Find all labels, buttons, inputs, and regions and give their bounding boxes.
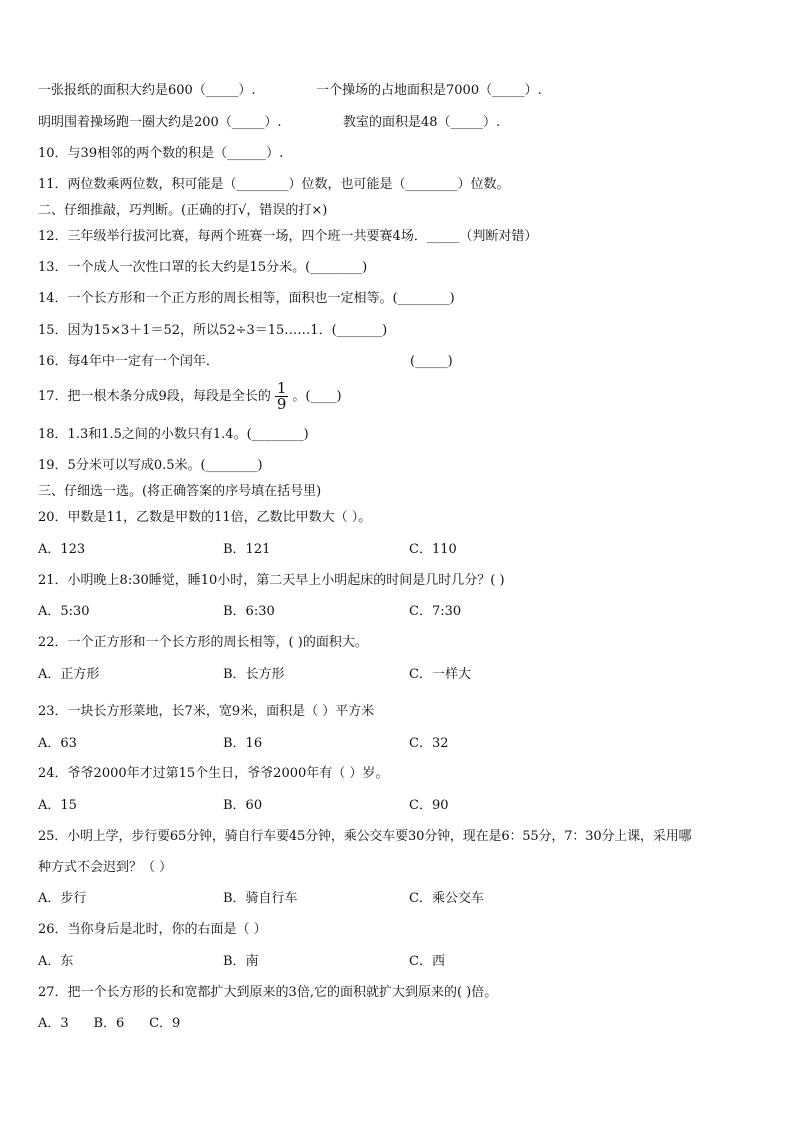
- q24-option-b: B．60: [223, 798, 263, 813]
- fill-row-2a: 明明围着操场跑一圈大约是200（_____）.: [38, 115, 282, 130]
- q23-option-b: B．16: [223, 736, 263, 751]
- q26-option-a: A．东: [38, 954, 74, 969]
- q21-option-b: B．6:30: [223, 604, 275, 619]
- question-17-blank: 。(____): [292, 389, 342, 404]
- question-20: 20．甲数是11，乙数是甲数的11倍，乙数比甲数大（ ）。: [38, 510, 372, 525]
- q21-option-a: A．5:30: [38, 604, 90, 619]
- fraction-one-ninth: [275, 381, 289, 412]
- q23-option-a: A．63: [38, 736, 77, 751]
- q22-option-b: B．长方形: [223, 667, 285, 682]
- question-26: 26．当你身后是北时，你的右面是（ ）: [38, 922, 267, 937]
- question-17: [38, 378, 342, 416]
- fraction-numerator: 1: [276, 379, 287, 397]
- q20-option-b: B．121: [223, 542, 271, 557]
- question-21: 21．小明晚上8:30睡觉，睡10小时，第二天早上小明起床的时间是几时几分？( ): [38, 573, 505, 588]
- question-17-text: 17．把一根木条分成9段，每段是全长的: [38, 389, 271, 404]
- q23-option-c: C．32: [409, 736, 449, 751]
- fill-row-1a: 一张报纸的面积大约是600（_____）.: [38, 83, 256, 98]
- question-12: 12．三年级举行拔河比赛，每两个班赛一场，四个班一共要赛4场．_____（判断对错）: [38, 229, 538, 244]
- question-19: 19．5分米可以写成0.5米。(________): [38, 458, 263, 473]
- fill-row-1b: 一个操场的占地面积是7000（_____）.: [316, 83, 542, 98]
- fraction-denominator: 9: [276, 395, 287, 413]
- q25-option-a: A．步行: [38, 891, 87, 906]
- q21-option-c: C．7:30: [409, 604, 462, 619]
- question-16: 16．每4年中一定有一个闰年．: [38, 354, 219, 369]
- question-25-line-2: 种方式不会迟到？（ ）: [38, 860, 173, 875]
- question-23: 23．一块长方形菜地，长7米，宽9米，面积是（ ）平方米: [38, 704, 375, 719]
- q25-option-c: C．乘公交车: [409, 891, 484, 906]
- section-3-heading: 三、仔细选一选。(将正确答案的序号填在括号里): [38, 484, 322, 499]
- fill-row-2b: 教室的面积是48（_____）.: [343, 115, 501, 130]
- q24-option-c: C．90: [409, 798, 449, 813]
- q24-option-a: A．15: [38, 798, 77, 813]
- question-10: 10．与39相邻的两个数的积是（______）.: [38, 146, 284, 161]
- q22-option-c: C．一样大: [409, 667, 471, 682]
- q20-option-a: A．123: [38, 542, 86, 557]
- q27-options: A．3 B．6 C．9: [38, 1016, 181, 1031]
- question-18: 18．1.3和1.5之间的小数只有1.4。(________): [38, 427, 309, 442]
- question-16-answer-blank: (_____): [410, 354, 453, 369]
- question-24: 24．爷爷2000年才过第15个生日，爷爷2000年有（ ）岁。: [38, 766, 389, 781]
- question-25-line-1: 25．小明上学，步行要65分钟，骑自行车要45分钟，乘公交车要30分钟，现在是6：55分，7：30分上课，采用哪: [38, 829, 692, 844]
- question-22: 22．一个正方形和一个长方形的周长相等，( )的面积大。: [38, 635, 368, 650]
- section-2-heading: 二、仔细推敲，巧判断。(正确的打√，错误的打×): [38, 203, 328, 218]
- q20-option-c: C．110: [409, 542, 457, 557]
- question-13: 13．一个成人一次性口罩的长大约是15分米。(________): [38, 260, 368, 275]
- q25-option-b: B．骑自行车: [223, 891, 298, 906]
- question-14: 14．一个长方形和一个正方形的周长相等，面积也一定相等。(________): [38, 291, 455, 306]
- q26-option-b: B．南: [223, 954, 259, 969]
- question-15: 15．因为15×3＋1＝52，所以52÷3＝15……1．(_______): [38, 323, 388, 338]
- q22-option-a: A．正方形: [38, 667, 100, 682]
- question-27: 27．把一个长方形的长和宽都扩大到原来的3倍,它的面积就扩大到原来的( )倍。: [38, 985, 498, 1000]
- q26-option-c: C．西: [409, 954, 445, 969]
- question-11: 11．两位数乘两位数，积可能是（________）位数，也可能是（________）位数。: [38, 177, 510, 192]
